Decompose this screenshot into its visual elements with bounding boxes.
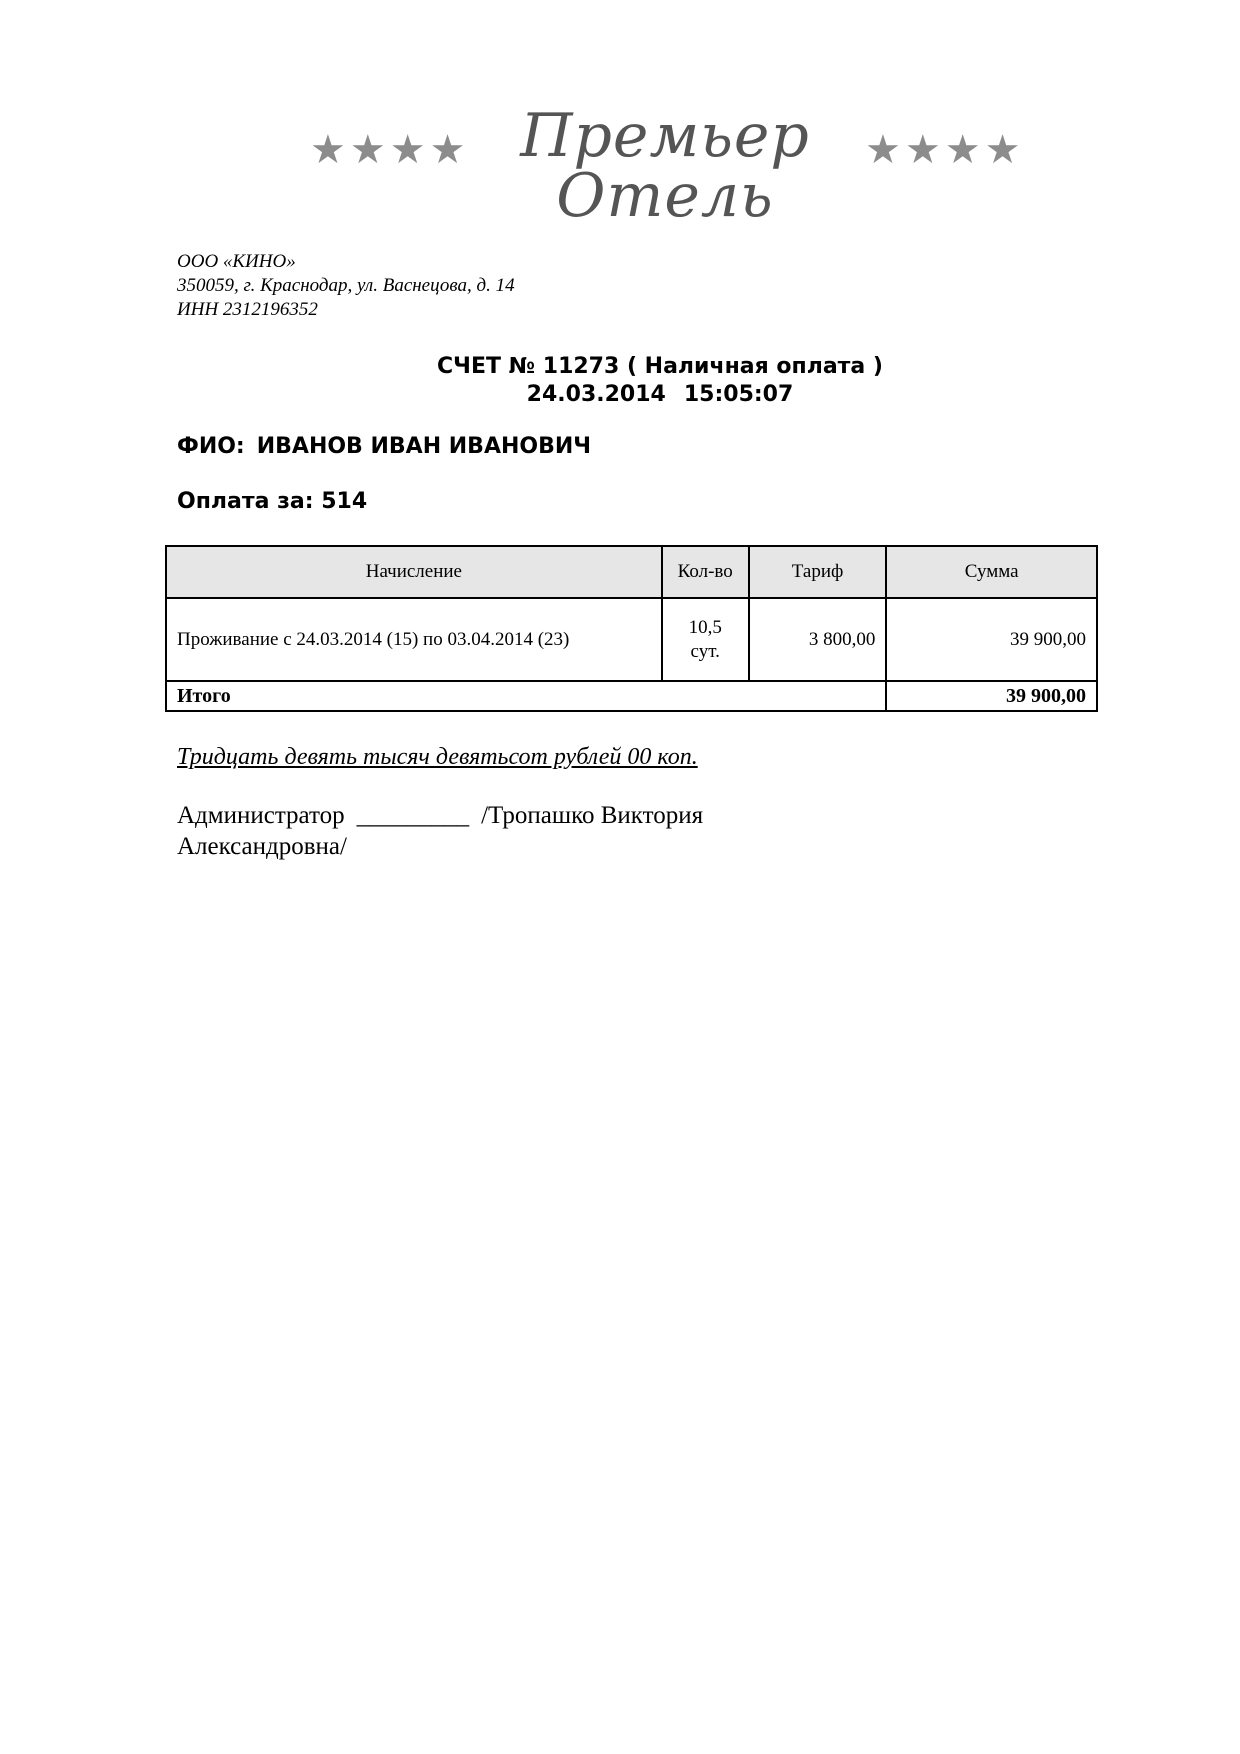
invoice-datetime bbox=[0, 381, 1240, 409]
row-description: Проживание с 24.03.2014 (15) по 03.04.2014 (23) bbox=[166, 598, 662, 681]
total-row bbox=[166, 681, 1097, 711]
stars-left-icon: ★★★★ bbox=[310, 127, 470, 173]
hotel-logo bbox=[0, 100, 1240, 231]
row-qty-unit: сут. bbox=[690, 640, 720, 662]
invoice-heading bbox=[0, 353, 1240, 409]
payment-for: Оплата за: 514 bbox=[177, 489, 368, 514]
invoice-date: 24.03.2014 bbox=[526, 382, 666, 407]
total-amount: 39 900,00 bbox=[886, 681, 1097, 711]
customer-name: ИВАНОВ ИВАН ИВАНОВИЧ bbox=[256, 434, 592, 459]
company-name: ООО «КИНО» bbox=[177, 251, 296, 272]
invoice-title: СЧЕТ № 11273 ( Наличная оплата ) bbox=[437, 354, 883, 379]
total-label: Итого bbox=[166, 681, 886, 711]
charges-table bbox=[165, 545, 1098, 712]
stars-right-icon: ★★★★ bbox=[865, 127, 1025, 173]
amount-in-words: Тридцать девять тысяч девятьсот рублей 00 коп. bbox=[177, 744, 698, 770]
invoice-time: 15:05:07 bbox=[683, 382, 794, 407]
signature-name-last: Александровна/ bbox=[177, 833, 347, 860]
table-row bbox=[166, 598, 1097, 681]
header-tariff: Тариф bbox=[749, 546, 887, 598]
company-block bbox=[177, 250, 515, 322]
table-header-row bbox=[166, 546, 1097, 598]
signature-name-first: /Тропашко Виктория bbox=[481, 802, 704, 829]
signature-line: _________ bbox=[356, 802, 470, 829]
row-tariff: 3 800,00 bbox=[749, 598, 887, 681]
hotel-name: Премьер Отель bbox=[520, 101, 810, 231]
header-qty: Кол-во bbox=[662, 546, 749, 598]
header-amount: Сумма bbox=[886, 546, 1097, 598]
row-qty bbox=[662, 598, 749, 681]
company-inn: ИНН 2312196352 bbox=[177, 299, 318, 320]
signature-block bbox=[177, 800, 777, 862]
row-qty-value: 10,5 bbox=[688, 616, 722, 638]
row-amount: 39 900,00 bbox=[886, 598, 1097, 681]
customer-label: ФИО: bbox=[177, 434, 245, 459]
company-address: 350059, г. Краснодар, ул. Васнецова, д. 14 bbox=[177, 275, 515, 296]
header-charge: Начисление bbox=[166, 546, 662, 598]
customer-line bbox=[177, 434, 591, 459]
signature-role: Администратор bbox=[177, 802, 345, 829]
